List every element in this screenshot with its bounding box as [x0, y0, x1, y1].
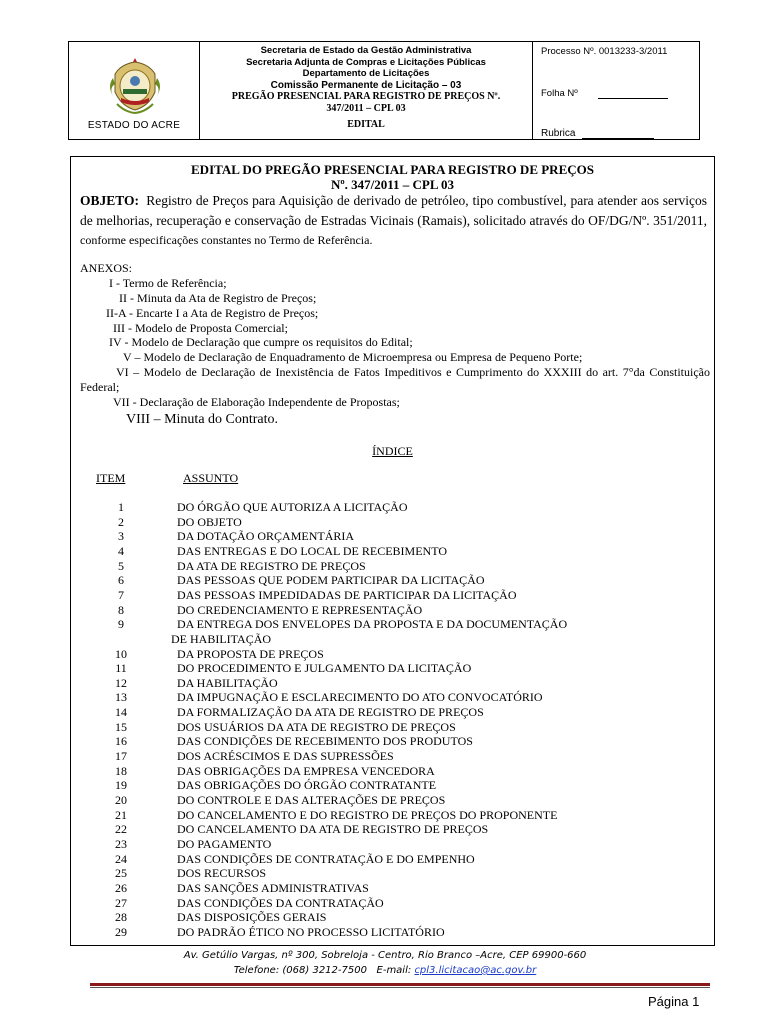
index-item-number: 17 [115, 749, 127, 764]
anexo-item: II-A - Encarte I a Ata de Registro de Preços; [106, 306, 319, 320]
index-item-title: DAS PESSOAS QUE PODEM PARTICIPAR DA LICITAÇÃO [177, 573, 485, 588]
index-item-number: 6 [118, 573, 124, 588]
objeto-label: OBJETO: [80, 193, 140, 208]
index-item-number: 28 [115, 910, 127, 925]
header-logo-cell [69, 42, 200, 139]
index-item-title: DA FORMALIZAÇÃO DA ATA DE REGISTRO DE PREÇOS [177, 705, 484, 720]
index-item-number: 12 [115, 675, 127, 690]
index-item-number: 8 [118, 602, 124, 617]
rubrica-field [541, 128, 654, 139]
document-title: EDITAL DO PREGÃO PRESENCIAL PARA REGISTRO DE PREÇOS [191, 162, 594, 177]
anexos-label: ANEXOS: [80, 261, 133, 275]
index-item-number: 16 [115, 734, 127, 749]
index-item-number: 15 [115, 719, 127, 734]
index-item-number: 22 [115, 822, 127, 837]
anexo-item: IV - Modelo de Declaração que cumpre os requisitos do Edital; [109, 335, 413, 349]
index-item-title: DA PROPOSTA DE PREÇOS [177, 646, 324, 661]
index-item-number: 20 [115, 793, 127, 807]
index-item-title: DO PAGAMENTO [177, 836, 272, 851]
col-item-header: ITEM [96, 471, 126, 485]
anexo-item: V – Modelo de Declaração de Enquadramento de Microempresa ou Empresa de Pequeno Porte; [123, 350, 583, 364]
anexo-item: II - Minuta da Ata de Registro de Preços; [119, 291, 317, 305]
header-line-secretaria-adjunta: Secretaria Adjunta de Compras e Licitações Públicas [246, 56, 486, 68]
document-header [68, 41, 700, 140]
index-item-title: DAS PESSOAS IMPEDIDADAS DE PARTICIPAR DA LICITAÇÃO [177, 587, 517, 602]
index-item-title: DA DOTAÇÃO ORÇAMENTÁRIA [177, 529, 355, 544]
folha-blank [598, 90, 668, 99]
index-item-title: DO CANCELAMENTO E DO REGISTRO DE PREÇOS DO PROPONENTE [177, 807, 558, 822]
col-assunto-header: ASSUNTO [183, 471, 239, 485]
index-item-title: DO PADRÃO ÉTICO NO PROCESSO LICITATÓRIO [177, 924, 445, 939]
footer-contact [0, 965, 770, 976]
footer-address: Av. Getúlio Vargas, nº 300, Sobreloja - Centro, Rio Branco –Acre, CEP 69900-660 [183, 950, 587, 961]
header-line-comissao: Comissão Permanente de Licitação – 03 [270, 79, 462, 91]
header-line-departamento: Departamento de Licitações [302, 68, 430, 79]
index-item-title: DO OBJETO [177, 514, 242, 529]
index-item-number: 27 [115, 895, 127, 910]
index-item-number: 14 [115, 705, 127, 720]
anexo-item: VII - Declaração de Elaboração Independente de Propostas; [113, 395, 400, 409]
processo-number: Processo Nº. 0013233-3/2011 [541, 46, 668, 57]
objeto-paragraph [80, 191, 707, 250]
objeto-tail: conforme especificações constantes no Termo de Referência. [80, 233, 373, 247]
page-number: Página 1 [648, 994, 700, 1009]
index-item-title: DA ENTREGA DOS ENVELOPES DA PROPOSTA E DA DOCUMENTAÇÃO [177, 617, 568, 632]
footer-rule-gray [90, 987, 710, 988]
document-number: Nº. 347/2011 – CPL 03 [330, 177, 455, 192]
anexo-item: III - Modelo de Proposta Comercial; [113, 321, 288, 335]
index-item-number: 10 [115, 646, 127, 661]
index-item-title: DO CREDENCIAMENTO E REPRESENTAÇÃO [177, 602, 423, 617]
index-item-title: DOS USUÁRIOS DA ATA DE REGISTRO DE PREÇOS [177, 719, 456, 734]
index-item-number: 9 [118, 617, 124, 632]
index-item-number: 23 [115, 836, 127, 851]
header-process-cell [532, 42, 700, 139]
index-item-number: 7 [118, 587, 124, 602]
indice-heading: ÍNDICE [372, 444, 413, 458]
index-item-title: DAS OBRIGAÇÕES DO ÓRGÃO CONTRATANTE [177, 778, 437, 793]
state-seal-icon [105, 56, 165, 116]
header-line-secretaria: Secretaria de Estado da Gestão Administrativa [260, 45, 472, 56]
index-item-title: DOS ACRÉSCIMOS E DAS SUPRESSÕES [177, 749, 394, 764]
index-item-number: 26 [115, 880, 127, 895]
index-item-title: DA HABILITAÇÃO [177, 675, 278, 690]
footer-rule-red [90, 983, 710, 986]
index-item-title: DAS CONDIÇÕES DA CONTRATAÇÃO [177, 895, 384, 910]
index-item-number: 29 [115, 924, 127, 939]
header-line-number: 347/2011 – CPL 03 [326, 102, 406, 114]
index-item-number: 5 [118, 558, 124, 573]
index-item-title: DAS DISPOSIÇÕES GERAIS [177, 910, 327, 925]
objeto-text: Registro de Preços para Aquisição de derivado de petróleo, tipo combustível, para atender aos serviços de melhorias, recuperação e conservação de Estradas Vicinais (Ramais), solicitado através do OF/DG/Nº. 351/2011, [80, 193, 708, 228]
index-item-title: DAS CONDIÇÕES DE CONTRATAÇÃO E DO EMPENHO [177, 851, 475, 866]
index-item-title: DAS ENTREGAS E DO LOCAL DE RECEBIMENTO [177, 543, 447, 558]
index-item-number: 18 [115, 763, 127, 778]
footer-phone: Telefone: (068) 3212-7500 [233, 965, 367, 976]
folha-field [541, 88, 668, 99]
index-item-title: DA ATA DE REGISTRO DE PREÇOS [177, 558, 366, 573]
index-item-title: DAS CONDIÇÕES DE RECEBIMENTO DOS PRODUTOS [177, 734, 473, 749]
index-item-number: 1 [118, 500, 124, 514]
index-item-number: 13 [115, 690, 127, 705]
header-department-info [200, 45, 532, 131]
index-item-number: 2 [118, 514, 124, 529]
anexo-item: VI – Modelo de Declaração de Inexistência de Fatos Impeditivos e Cumprimento do XXXIII do art. 7°da Constituição Federal; [80, 365, 710, 394]
index-item-number: 21 [115, 807, 127, 822]
header-line-edital: EDITAL [347, 119, 385, 130]
header-line-pregao: PREGÃO PRESENCIAL PARA REGISTRO DE PREÇOS Nº. [231, 91, 501, 102]
footer-email-label: E-mail: [376, 965, 412, 976]
index-item-title: DE HABILITAÇÃO [171, 631, 272, 646]
index-item-number: 4 [118, 543, 124, 558]
index-item-title: DO CANCELAMENTO DA ATA DE REGISTRO DE PREÇOS [177, 822, 489, 837]
index-item-title: DOS RECURSOS [177, 866, 267, 881]
rubrica-label: Rubrica [541, 128, 576, 139]
index-item-title: DAS SANÇÕES ADMINISTRATIVAS [177, 880, 369, 895]
index-item-number: 11 [115, 661, 127, 676]
index-item-number: 3 [118, 529, 124, 544]
footer-email-link[interactable]: cpl3.licitacao@ac.gov.br [414, 965, 537, 976]
index-item-number: 25 [115, 866, 127, 881]
state-name: ESTADO DO ACRE [87, 120, 181, 131]
anexo-item: I - Termo de Referência; [109, 276, 227, 290]
rubrica-blank [582, 130, 654, 139]
index-item-title: DAS OBRIGAÇÕES DA EMPRESA VENCEDORA [177, 763, 435, 778]
index-item-number: 19 [115, 778, 127, 793]
index-item-title: DO ÓRGÃO QUE AUTORIZA A LICITAÇÃO [177, 500, 408, 514]
index-item-title: DO PROCEDIMENTO E JULGAMENTO DA LICITAÇÃO [177, 661, 472, 676]
edital-body [70, 156, 715, 946]
index-item-title: DA IMPUGNAÇÃO E ESCLARECIMENTO DO ATO CONVOCATÓRIO [177, 690, 543, 705]
index-item-number: 24 [115, 851, 127, 866]
index-item-title: DO CONTROLE E DAS ALTERAÇÕES DE PREÇOS [177, 793, 446, 807]
anexo-item: VIII – Minuta do Contrato. [126, 412, 279, 427]
folha-label: Folha Nº [541, 88, 578, 99]
